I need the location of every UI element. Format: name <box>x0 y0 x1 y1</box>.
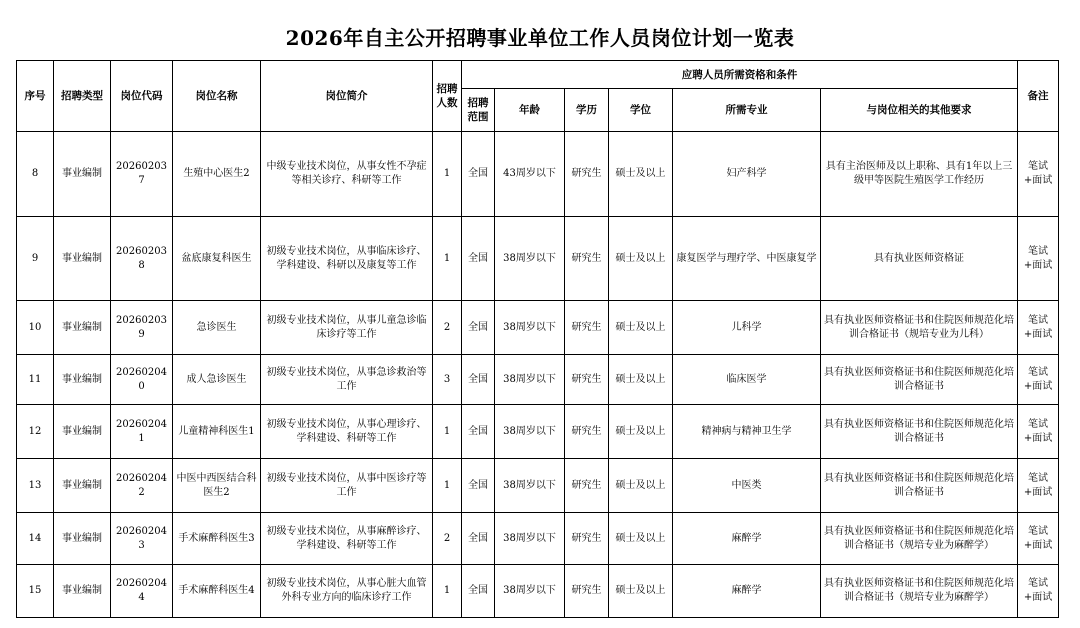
cell-type: 事业编制 <box>54 565 111 618</box>
cell-intro: 初级专业技术岗位，从事心脏大血管外科专业方向的临床诊疗工作 <box>261 565 433 618</box>
cell-scope: 全国 <box>462 301 495 355</box>
cell-seq: 14 <box>17 513 54 565</box>
cell-edu: 研究生 <box>565 565 609 618</box>
cell-seq: 13 <box>17 459 54 513</box>
cell-name: 生殖中心医生2 <box>173 132 261 217</box>
cell-seq: 9 <box>17 217 54 301</box>
cell-major: 中医类 <box>673 459 821 513</box>
cell-note: 笔试+面试 <box>1018 565 1059 618</box>
table-row <box>17 355 1059 405</box>
cell-count: 1 <box>433 405 462 459</box>
header-count: 招聘人数 <box>433 61 462 132</box>
cell-note: 笔试+面试 <box>1018 217 1059 301</box>
cell-edu: 研究生 <box>565 405 609 459</box>
cell-count: 2 <box>433 301 462 355</box>
cell-degree: 硕士及以上 <box>609 405 673 459</box>
table-row <box>17 217 1059 301</box>
job-plan-table <box>16 60 1059 618</box>
cell-intro: 初级专业技术岗位，从事心理诊疗、学科建设、科研等工作 <box>261 405 433 459</box>
page-title: 2026年自主公开招聘事业单位工作人员岗位计划一览表 <box>285 26 795 50</box>
cell-code: 202602042 <box>111 459 173 513</box>
cell-age: 38周岁以下 <box>495 565 565 618</box>
cell-code: 202602044 <box>111 565 173 618</box>
cell-degree: 硕士及以上 <box>609 459 673 513</box>
cell-edu: 研究生 <box>565 355 609 405</box>
cell-note: 笔试+面试 <box>1018 513 1059 565</box>
cell-other: 具有执业医师资格证 <box>821 217 1018 301</box>
cell-intro: 初级专业技术岗位，从事急诊救治等工作 <box>261 355 433 405</box>
cell-note: 笔试+面试 <box>1018 459 1059 513</box>
cell-scope: 全国 <box>462 565 495 618</box>
cell-code: 202602040 <box>111 355 173 405</box>
cell-seq: 10 <box>17 301 54 355</box>
cell-name: 中医中西医结合科医生2 <box>173 459 261 513</box>
cell-type: 事业编制 <box>54 513 111 565</box>
cell-major: 康复医学与理疗学、中医康复学 <box>673 217 821 301</box>
table-row <box>17 565 1059 618</box>
table-body <box>17 132 1059 618</box>
header-code: 岗位代码 <box>111 61 173 132</box>
cell-degree: 硕士及以上 <box>609 565 673 618</box>
table-row <box>17 301 1059 355</box>
cell-other: 具有执业医师资格证书和住院医师规范化培训合格证书 <box>821 405 1018 459</box>
table-row <box>17 459 1059 513</box>
header-other: 与岗位相关的其他要求 <box>821 89 1018 132</box>
cell-count: 1 <box>433 132 462 217</box>
cell-scope: 全国 <box>462 217 495 301</box>
table-row <box>17 132 1059 217</box>
header-degree: 学位 <box>609 89 673 132</box>
header-major: 所需专业 <box>673 89 821 132</box>
cell-note: 笔试+面试 <box>1018 132 1059 217</box>
cell-intro: 初级专业技术岗位，从事中医诊疗等工作 <box>261 459 433 513</box>
cell-type: 事业编制 <box>54 301 111 355</box>
cell-scope: 全国 <box>462 513 495 565</box>
cell-seq: 15 <box>17 565 54 618</box>
cell-degree: 硕士及以上 <box>609 132 673 217</box>
cell-seq: 12 <box>17 405 54 459</box>
cell-edu: 研究生 <box>565 513 609 565</box>
cell-scope: 全国 <box>462 459 495 513</box>
cell-code: 202602041 <box>111 405 173 459</box>
cell-note: 笔试+面试 <box>1018 355 1059 405</box>
cell-major: 儿科学 <box>673 301 821 355</box>
header-intro: 岗位简介 <box>261 61 433 132</box>
cell-type: 事业编制 <box>54 132 111 217</box>
cell-scope: 全国 <box>462 405 495 459</box>
cell-edu: 研究生 <box>565 217 609 301</box>
cell-scope: 全国 <box>462 132 495 217</box>
cell-major: 精神病与精神卫生学 <box>673 405 821 459</box>
cell-age: 38周岁以下 <box>495 217 565 301</box>
cell-name: 盆底康复科医生 <box>173 217 261 301</box>
table-row <box>17 405 1059 459</box>
cell-count: 1 <box>433 459 462 513</box>
cell-degree: 硕士及以上 <box>609 301 673 355</box>
cell-other: 具有执业医师资格证书和住院医师规范化培训合格证书（规培专业为儿科） <box>821 301 1018 355</box>
cell-type: 事业编制 <box>54 217 111 301</box>
header-age: 年龄 <box>495 89 565 132</box>
cell-other: 具有执业医师资格证书和住院医师规范化培训合格证书（规培专业为麻醉学） <box>821 513 1018 565</box>
cell-code: 202602043 <box>111 513 173 565</box>
cell-age: 38周岁以下 <box>495 301 565 355</box>
cell-intro: 初级专业技术岗位，从事儿童急诊临床诊疗等工作 <box>261 301 433 355</box>
cell-other: 具有执业医师资格证书和住院医师规范化培训合格证书（规培专业为麻醉学） <box>821 565 1018 618</box>
cell-intro: 初级专业技术岗位，从事临床诊疗、学科建设、科研以及康复等工作 <box>261 217 433 301</box>
cell-intro: 中级专业技术岗位，从事女性不孕症等相关诊疗、科研等工作 <box>261 132 433 217</box>
cell-degree: 硕士及以上 <box>609 217 673 301</box>
cell-age: 38周岁以下 <box>495 405 565 459</box>
cell-age: 38周岁以下 <box>495 355 565 405</box>
cell-edu: 研究生 <box>565 459 609 513</box>
cell-age: 38周岁以下 <box>495 513 565 565</box>
cell-count: 2 <box>433 513 462 565</box>
cell-code: 202602039 <box>111 301 173 355</box>
cell-seq: 11 <box>17 355 54 405</box>
cell-major: 妇产科学 <box>673 132 821 217</box>
cell-count: 1 <box>433 217 462 301</box>
cell-age: 43周岁以下 <box>495 132 565 217</box>
cell-other: 具有执业医师资格证书和住院医师规范化培训合格证书 <box>821 459 1018 513</box>
header-edu: 学历 <box>565 89 609 132</box>
cell-code: 202602038 <box>111 217 173 301</box>
cell-type: 事业编制 <box>54 355 111 405</box>
cell-intro: 初级专业技术岗位，从事麻醉诊疗、学科建设、科研等工作 <box>261 513 433 565</box>
cell-name: 手术麻醉科医生4 <box>173 565 261 618</box>
header-qualifications: 应聘人员所需资格和条件 <box>462 61 1018 89</box>
cell-degree: 硕士及以上 <box>609 355 673 405</box>
table-row <box>17 513 1059 565</box>
header-seq: 序号 <box>17 61 54 132</box>
cell-name: 儿童精神科医生1 <box>173 405 261 459</box>
header-note: 备注 <box>1018 61 1059 132</box>
cell-type: 事业编制 <box>54 405 111 459</box>
cell-major: 麻醉学 <box>673 565 821 618</box>
cell-major: 麻醉学 <box>673 513 821 565</box>
cell-code: 202602037 <box>111 132 173 217</box>
cell-note: 笔试+面试 <box>1018 301 1059 355</box>
cell-edu: 研究生 <box>565 301 609 355</box>
header-scope: 招聘范围 <box>462 89 495 132</box>
cell-scope: 全国 <box>462 355 495 405</box>
cell-edu: 研究生 <box>565 132 609 217</box>
cell-note: 笔试+面试 <box>1018 405 1059 459</box>
cell-name: 成人急诊医生 <box>173 355 261 405</box>
cell-type: 事业编制 <box>54 459 111 513</box>
cell-seq: 8 <box>17 132 54 217</box>
cell-other: 具有执业医师资格证书和住院医师规范化培训合格证书 <box>821 355 1018 405</box>
cell-other: 具有主治医师及以上职称、具有1年以上三级甲等医院生殖医学工作经历 <box>821 132 1018 217</box>
cell-count: 3 <box>433 355 462 405</box>
header-name: 岗位名称 <box>173 61 261 132</box>
header-type: 招聘类型 <box>54 61 111 132</box>
cell-age: 38周岁以下 <box>495 459 565 513</box>
cell-name: 急诊医生 <box>173 301 261 355</box>
cell-count: 1 <box>433 565 462 618</box>
cell-major: 临床医学 <box>673 355 821 405</box>
cell-degree: 硕士及以上 <box>609 513 673 565</box>
cell-name: 手术麻醉科医生3 <box>173 513 261 565</box>
